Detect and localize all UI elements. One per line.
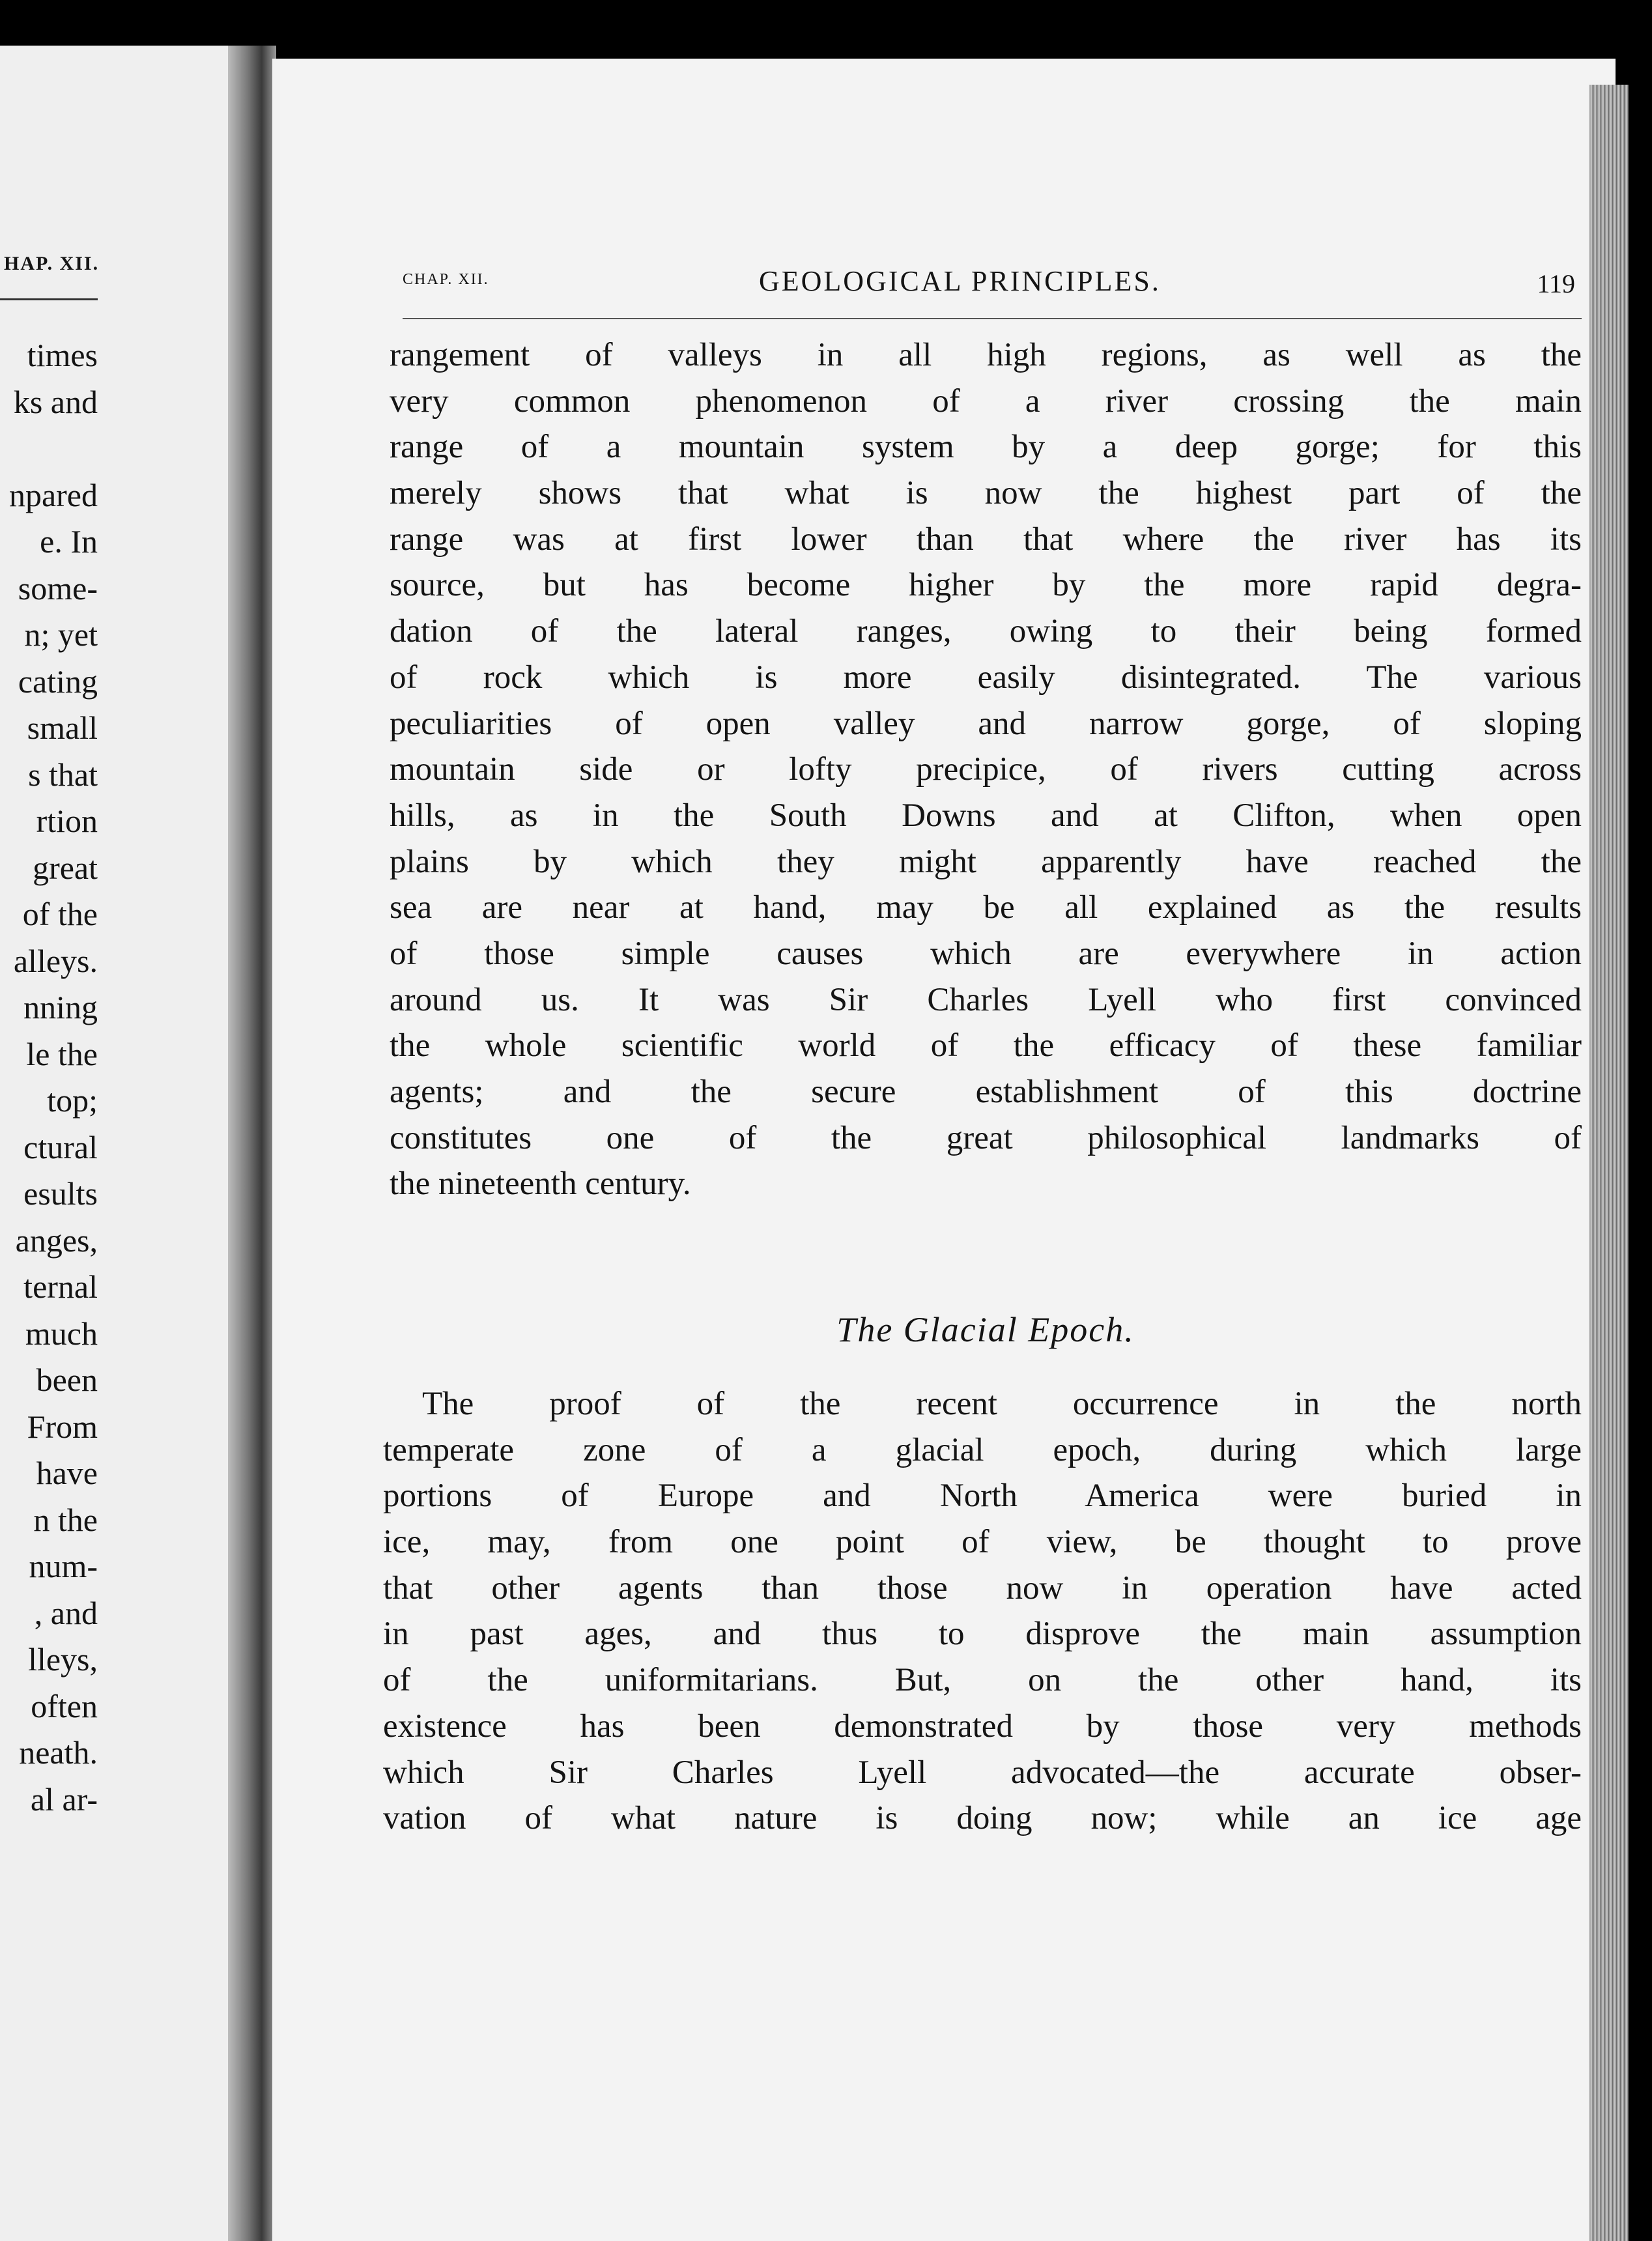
text-line: rangement of valleys in all high regions, as well as the — [390, 337, 1582, 373]
previous-page-line: lleys, — [28, 1641, 98, 1677]
text-line: temperate zone of a glacial epoch, during which large — [383, 1431, 1582, 1468]
previous-page-line: ternal — [23, 1268, 98, 1305]
previous-page-line: ks and — [13, 383, 98, 420]
previous-page-line: e. In — [40, 523, 98, 560]
previous-page-line: s that — [28, 756, 98, 793]
previous-page-line: anges, — [15, 1221, 98, 1259]
previous-page-line: neath. — [19, 1734, 98, 1771]
previous-page-line: esults — [23, 1175, 98, 1212]
previous-page-line: al ar- — [30, 1780, 98, 1818]
previous-page-line: num- — [29, 1548, 98, 1584]
text-line: the whole scientific world of the efficacy of these familiar — [390, 1027, 1582, 1064]
text-line: ice, may, from one point of view, be thought to prove — [383, 1524, 1582, 1561]
previous-page-line: n; yet — [24, 616, 98, 653]
previous-page-line: top; — [47, 1082, 98, 1119]
previous-page-line: have — [36, 1455, 98, 1491]
paragraph-glacial-epoch — [383, 1381, 1582, 1842]
text-line: portions of Europe and North America were buried in — [383, 1477, 1582, 1515]
page-edges — [1589, 85, 1629, 2241]
previous-page-line: been — [36, 1362, 98, 1398]
previous-page-line: small — [27, 709, 98, 746]
previous-page-line: , and — [34, 1594, 98, 1631]
previous-page-text — [0, 332, 98, 1823]
previous-page-line: times — [27, 337, 98, 373]
head-rule — [403, 318, 1582, 319]
previous-page-head-rule — [0, 298, 98, 300]
previous-page-fragment — [0, 46, 235, 2241]
text-line: dation of the lateral ranges, owing to their being formed — [390, 613, 1582, 650]
text-line: vation of what nature is doing now; while an ice age — [383, 1800, 1582, 1837]
text-line: existence has been demonstrated by those very methods — [383, 1707, 1582, 1745]
current-page — [272, 59, 1616, 2241]
text-line: that other agents than those now in operation have acted — [383, 1569, 1582, 1606]
running-title: GEOLOGICAL PRINCIPLES. — [759, 265, 1161, 297]
previous-page-line — [0, 425, 98, 472]
page-number: 119 — [1537, 269, 1575, 298]
previous-page-running-head: HAP. XII. — [4, 253, 100, 274]
book-gutter — [228, 46, 276, 2241]
text-line: around us. It was Sir Charles Lyell who first convinced — [390, 981, 1582, 1018]
text-line: peculiarities of open valley and narrow gorge, of sloping — [390, 705, 1582, 742]
previous-page-line: much — [25, 1315, 98, 1352]
previous-page-line: of the — [22, 896, 98, 932]
text-line: hills, as in the South Downs and at Clifton, when open — [390, 797, 1582, 834]
text-line: The proof of the recent occurrence in the north — [422, 1386, 1582, 1422]
text-line: range was at first lower than that where the river has its — [390, 521, 1582, 558]
paragraph-continued — [390, 332, 1582, 1207]
previous-page-line: nning — [23, 989, 98, 1025]
section-heading: The Glacial Epoch. — [836, 1310, 1135, 1349]
previous-page-line: npared — [8, 476, 98, 513]
text-line: plains by which they might apparently have reached the — [390, 843, 1582, 880]
previous-page-line: ctural — [23, 1128, 98, 1165]
previous-page-line: alleys. — [13, 942, 98, 979]
text-line: constitutes one of the great philosophical landmarks of — [390, 1119, 1582, 1156]
previous-page-line: rtion — [36, 803, 98, 839]
running-head — [403, 264, 1582, 304]
previous-page-line: cating — [18, 663, 98, 700]
text-line: agents; and the secure establishment of this doctrine — [390, 1074, 1582, 1110]
previous-page-line: great — [33, 849, 98, 886]
text-line: which Sir Charles Lyell advocated—the accurate obser- — [383, 1754, 1582, 1791]
previous-page-line: le the — [26, 1035, 98, 1072]
previous-page-line: some- — [18, 569, 98, 607]
text-line: range of a mountain system by a deep gorge; for this — [390, 429, 1582, 466]
chapter-label: CHAP. XII. — [403, 271, 489, 288]
text-line: the nineteenth century. — [390, 1165, 691, 1203]
text-line: mountain side or lofty precipice, of rivers cutting across — [390, 751, 1582, 788]
text-line: in past ages, and thus to disprove the main assumption — [383, 1616, 1582, 1653]
text-line: sea are near at hand, may be all explained as the results — [390, 889, 1582, 926]
text-line: source, but has become higher by the more rapid degra- — [390, 567, 1582, 604]
text-line: of those simple causes which are everywhere in action — [390, 935, 1582, 972]
text-line: of rock which is more easily disintegrated. The various — [390, 659, 1582, 696]
previous-page-line: often — [31, 1687, 98, 1724]
text-line: merely shows that what is now the highest part of the — [390, 475, 1582, 512]
previous-page-line: From — [27, 1408, 98, 1445]
previous-page-line: n the — [33, 1501, 98, 1538]
text-line: of the uniformitarians. But, on the other hand, its — [383, 1662, 1582, 1699]
text-line: very common phenomenon of a river crossing the main — [390, 382, 1582, 420]
